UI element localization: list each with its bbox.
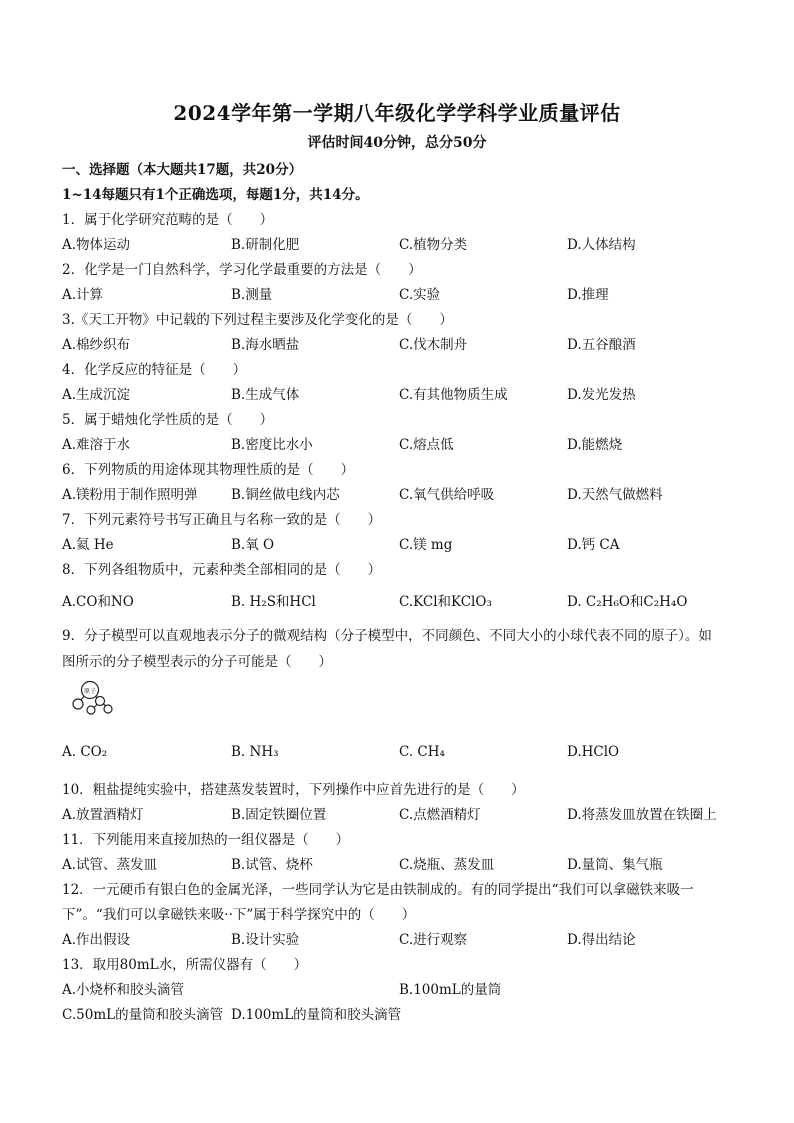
question-4-option-a: A.生成沉淀 xyxy=(62,387,131,403)
question-13-option-b: B.100mL的量筒 xyxy=(399,982,502,998)
question-12-option-d: D.得出结论 xyxy=(567,932,636,948)
question-4-stem: 4．化学反应的特征是（ ） xyxy=(62,362,247,378)
question-2-option-d: D.推理 xyxy=(567,287,609,303)
question-1-option-b: B.研制化肥 xyxy=(231,237,300,253)
question-8-option-d: D. C₂H₆O和C₂H₄O xyxy=(567,594,688,610)
section-instruction: 1~14每题只有1个正确选项，每题1分，共14分。 xyxy=(62,187,369,203)
question-12-stem-line-2: 下”。“我们可以拿磁铁来吸··下”属于科学探究中的（ ） xyxy=(62,907,416,923)
question-8-option-c: C.KCl和KClO₃ xyxy=(399,594,492,610)
question-7-option-c: C.镁 mg xyxy=(399,537,453,553)
question-11-stem: 11．下列能用来直接加热的一组仪器是（ ） xyxy=(62,832,350,848)
question-10-option-d: D.将蒸发皿放置在铁圈上 xyxy=(567,807,717,823)
question-12-stem-line-1: 12．一元硬币有银白色的金属光泽，一些同学认为它是由铁制成的。有的同学提出“我们可以拿磁铁来吸一 xyxy=(62,882,694,898)
question-2-stem: 2．化学是一门自然科学，学习化学最重要的方法是（ ） xyxy=(62,262,422,278)
question-1-option-d: D.人体结构 xyxy=(567,237,636,253)
question-4-option-b: B.生成气体 xyxy=(231,387,300,403)
question-9-option-c: C. CH₄ xyxy=(399,744,445,760)
question-5-option-b: B.密度比水小 xyxy=(231,437,313,453)
question-8-stem: 8．下列各组物质中，元素种类全部相同的是（ ） xyxy=(62,562,382,578)
question-5-option-d: D.能燃烧 xyxy=(567,437,623,453)
question-3-stem: 3.《天工开物》中记载的下列过程主要涉及化学变化的是（ ） xyxy=(62,312,453,328)
molecule-right-atom xyxy=(96,697,105,706)
question-1-option-a: A.物体运动 xyxy=(62,237,131,253)
question-6-option-d: D.天然气做燃料 xyxy=(567,487,663,503)
question-6-stem: 6．下列物质的用途体现其物理性质的是（ ） xyxy=(62,462,355,478)
question-10-option-c: C.点燃酒精灯 xyxy=(399,807,481,823)
question-5-option-a: A.难溶于水 xyxy=(62,437,131,453)
question-9-stem-line-1: 9．分子模型可以直观地表示分子的微观结构（分子模型中，不同颜色、不同大小的小球代表不同的原子）。如 xyxy=(62,628,712,644)
question-13-stem: 13．取用80mL水，所需仪器有（ ） xyxy=(62,957,308,973)
question-7-option-a: A.氦 He xyxy=(62,537,114,553)
question-12-option-c: C.进行观察 xyxy=(399,932,468,948)
question-9-stem-line-2: 图所示的分子模型表示的分子可能是（ ） xyxy=(62,654,332,670)
molecule-left-atom xyxy=(73,699,83,709)
question-4-option-c: C.有其他物质生成 xyxy=(399,387,508,403)
question-8-option-a: A.CO和NO xyxy=(62,594,134,610)
question-13-option-a: A.小烧杯和胶头滴管 xyxy=(62,982,185,998)
question-7-option-b: B.氧 O xyxy=(231,537,275,553)
exam-subtitle: 评估时间40分钟，总分50分 xyxy=(307,135,487,151)
question-10-option-a: A.放置酒精灯 xyxy=(62,807,144,823)
question-10-option-b: B.固定铁圈位置 xyxy=(231,807,327,823)
question-2-option-c: C.实验 xyxy=(399,287,441,303)
question-5-option-c: C.熔点低 xyxy=(399,437,454,453)
question-1-option-c: C.植物分类 xyxy=(399,237,468,253)
question-3-option-c: C.伐木制舟 xyxy=(399,337,468,353)
question-6-option-c: C.氧气供给呼吸 xyxy=(399,487,495,503)
question-3-option-a: A.棉纱织布 xyxy=(62,337,131,353)
molecule-model-figure xyxy=(70,678,114,716)
question-8-option-b: B. H₂S和HCl xyxy=(231,594,316,610)
question-6-option-a: A.镁粉用于制作照明弹 xyxy=(62,487,198,503)
question-12-option-a: A.作出假设 xyxy=(62,932,131,948)
question-1-stem: 1．属于化学研究范畴的是（ ） xyxy=(62,212,274,228)
question-2-option-b: B.测量 xyxy=(231,287,273,303)
question-11-option-d: D.量筒、集气瓶 xyxy=(567,857,663,873)
page-title: 2024学年第一学期八年级化学学科学业质量评估 xyxy=(173,101,621,125)
molecule-end-atom-1 xyxy=(104,705,112,713)
question-7-stem: 7．下列元素符号书写正确且与名称一致的是（ ） xyxy=(62,512,382,528)
question-13-option-d: D.100mL的量筒和胶头滴管 xyxy=(231,1007,402,1023)
section-heading: 一、选择题（本大题共17题，共20分） xyxy=(62,162,303,178)
question-10-stem: 10．粗盐提纯实验中，搭建蒸发装置时，下列操作中应首先进行的是（ ） xyxy=(62,782,525,798)
question-7-option-d: D.钙 CA xyxy=(567,537,620,553)
question-11-option-b: B.试管、烧杯 xyxy=(231,857,313,873)
question-11-option-c: C.烧瓶、蒸发皿 xyxy=(399,857,495,873)
molecule-center-label: 原子 xyxy=(83,688,97,695)
question-3-option-b: B.海水晒盐 xyxy=(231,337,300,353)
question-9-option-b: B. NH₃ xyxy=(231,744,279,760)
question-6-option-b: B.铜丝做电线内芯 xyxy=(231,487,340,503)
question-3-option-d: D.五谷酿酒 xyxy=(567,337,636,353)
question-9-option-a: A. CO₂ xyxy=(62,744,108,760)
question-13-option-c: C.50mL的量筒和胶头滴管 xyxy=(62,1007,224,1023)
question-2-option-a: A.计算 xyxy=(62,287,104,303)
question-9-option-d: D.HClO xyxy=(567,744,620,760)
question-5-stem: 5．属于蜡烛化学性质的是（ ） xyxy=(62,412,274,428)
question-4-option-d: D.发光发热 xyxy=(567,387,636,403)
molecule-end-atom-2 xyxy=(87,706,95,714)
question-12-option-b: B.设计实验 xyxy=(231,932,300,948)
question-11-option-a: A.试管、蒸发皿 xyxy=(62,857,158,873)
